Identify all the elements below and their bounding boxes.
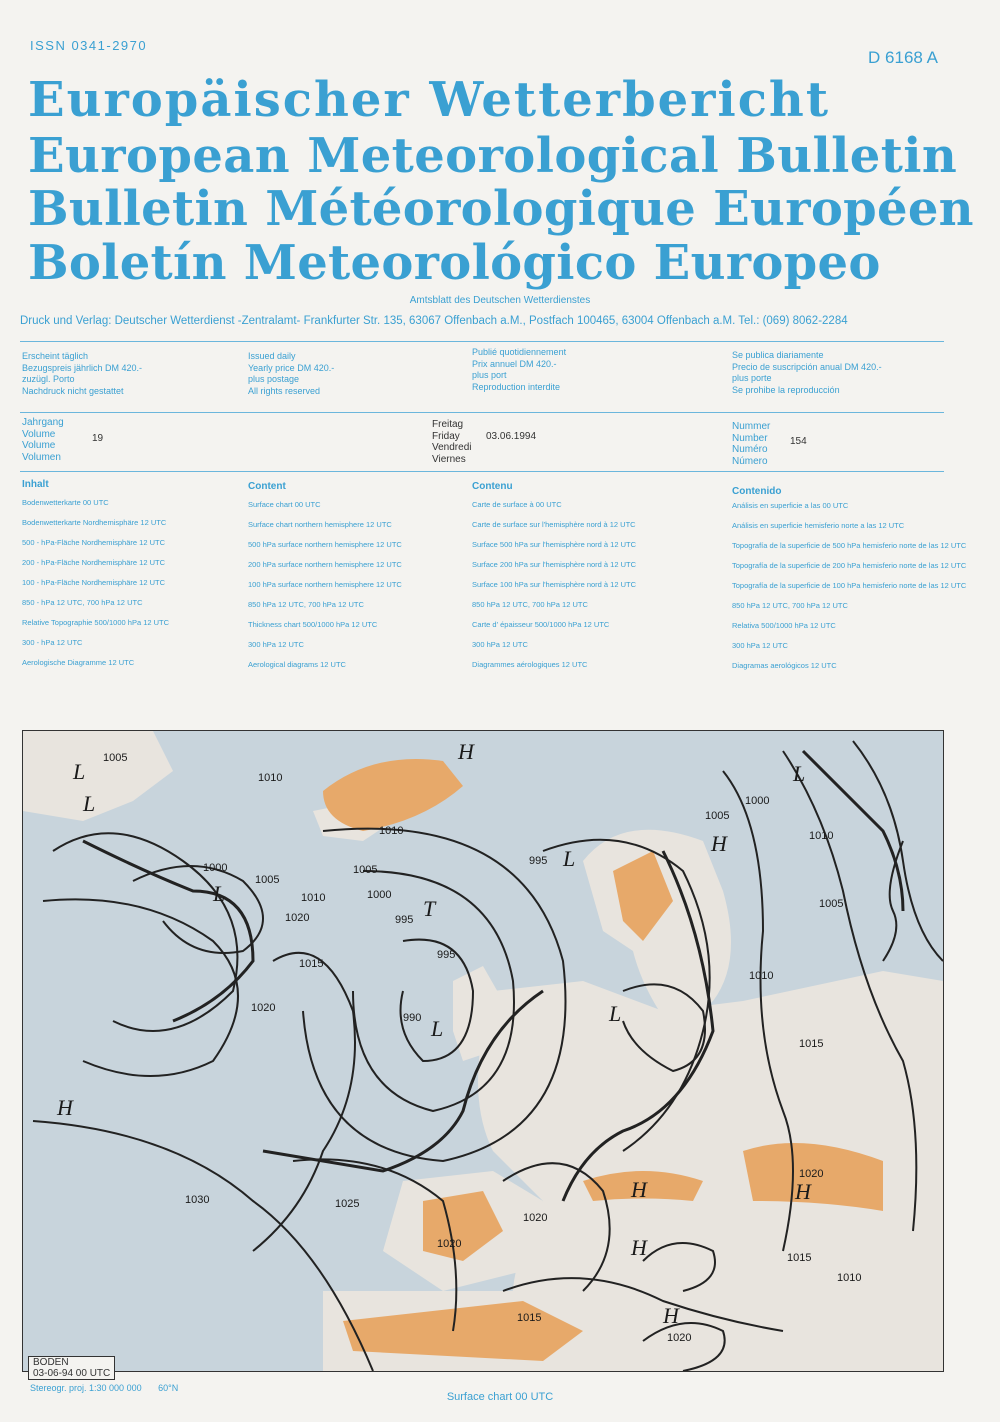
contents-heading: Contenu xyxy=(472,481,513,492)
isobar-label: 1005 xyxy=(255,874,280,886)
contents-heading: Contenido xyxy=(732,486,782,497)
isobar-label: 1020 xyxy=(667,1332,692,1344)
high-center: H xyxy=(631,1235,647,1260)
high-center: H xyxy=(795,1179,811,1204)
contents-french xyxy=(472,481,636,680)
contents-english xyxy=(248,481,402,680)
info-line: plus postage xyxy=(248,374,300,384)
title-german: Europäischer Wetterbericht xyxy=(28,72,830,128)
contents-item: 850 hPa 12 UTC, 700 hPa 12 UTC xyxy=(732,601,848,610)
isobar-label: 1015 xyxy=(787,1252,812,1264)
isobar-label: 1020 xyxy=(285,912,310,924)
map-stamp xyxy=(28,1356,115,1380)
surface-weather-map xyxy=(22,730,944,1372)
isobar-label: 1020 xyxy=(799,1168,824,1180)
high-center: H xyxy=(458,739,474,764)
issn-number: ISSN 0341-2970 xyxy=(30,38,148,53)
divider xyxy=(20,412,944,413)
info-line: Nachdruck nicht gestattet xyxy=(22,385,124,396)
volume-label: Volume xyxy=(22,428,56,440)
volume-label: Volume xyxy=(22,440,56,451)
isobar-label: 1000 xyxy=(745,795,770,807)
number-label: Número xyxy=(732,455,768,467)
contents-item: Surface 100 hPa sur l'hemisphère nord à 12 UTC xyxy=(472,580,637,589)
isobar-label: 1000 xyxy=(367,889,392,901)
isobar-label: 1005 xyxy=(705,810,730,822)
contents-item: 100 hPa surface northern hemisphere 12 UTC xyxy=(248,580,402,589)
info-line: Issued daily xyxy=(248,351,296,361)
contents-item: Diagramas aerológicos 12 UTC xyxy=(732,661,837,670)
day-label: Friday xyxy=(432,430,460,442)
contents-heading: Content xyxy=(248,481,286,492)
isobar-label: 1005 xyxy=(103,752,128,764)
contents-item: Aerologische Diagramme 12 UTC xyxy=(22,658,135,667)
contents-item: 300 hPa 12 UTC xyxy=(472,640,528,649)
high-center: H xyxy=(57,1095,73,1120)
divider xyxy=(20,341,944,342)
isobar-label: 1010 xyxy=(837,1272,862,1284)
contents-item: 300 hPa 12 UTC xyxy=(732,641,788,650)
number-label: Numéro xyxy=(732,444,768,455)
contents-german xyxy=(22,479,169,678)
isobar-label: 995 xyxy=(529,855,548,867)
contents-item: Carte de surface sur l'hemisphère nord à 12 UTC xyxy=(472,520,636,529)
low-center: L xyxy=(563,846,576,871)
volume-label: Jahrgang xyxy=(22,417,64,428)
contents-item: Surface 200 hPa sur l'hemisphère nord à 12 UTC xyxy=(472,560,637,569)
contents-item: Carte d' épaisseur 500/1000 hPa 12 UTC xyxy=(472,620,610,629)
info-line: Yearly price DM 420.- xyxy=(248,362,335,373)
isobar-label: 1020 xyxy=(437,1238,462,1250)
isobar-label: 1015 xyxy=(517,1312,542,1324)
isobar-label: 1015 xyxy=(299,958,324,970)
info-line: Prix annuel DM 420.- xyxy=(472,358,557,369)
isobar-label: 1005 xyxy=(353,864,378,876)
info-french xyxy=(472,347,566,393)
isobar-label: 1010 xyxy=(749,970,774,982)
contents-item: Surface chart northern hemisphere 12 UTC xyxy=(248,520,392,529)
info-spanish xyxy=(732,350,882,396)
contents-item: 500 - hPa-Fläche Nordhemisphäre 12 UTC xyxy=(22,538,165,547)
day-label: Freitag xyxy=(432,419,464,430)
isobar-label: 1010 xyxy=(301,892,326,904)
contents-item: Bodenwetterkarte Nordhemisphäre 12 UTC xyxy=(22,518,167,527)
volume-label: Volumen xyxy=(22,451,61,463)
contents-item: 100 - hPa-Fläche Nordhemisphäre 12 UTC xyxy=(22,578,165,587)
info-line: plus port xyxy=(472,370,507,380)
isobar-label: 1020 xyxy=(251,1002,276,1014)
isobar-label: 990 xyxy=(403,1012,422,1024)
contents-item: Aerological diagrams 12 UTC xyxy=(248,660,346,669)
info-line: zuzügl. Porto xyxy=(22,374,75,384)
subtitle: Amtsblatt des Deutschen Wetterdienstes xyxy=(409,295,591,306)
volume-labels xyxy=(22,417,64,463)
info-english xyxy=(248,351,334,397)
contents-heading: Inhalt xyxy=(22,479,49,490)
low-center: L xyxy=(83,791,96,816)
contents-item: 850 hPa 12 UTC, 700 hPa 12 UTC xyxy=(248,600,364,609)
contents-item: Surface 500 hPa sur l'hemisphère nord à 12 UTC xyxy=(472,540,637,549)
info-german xyxy=(22,351,142,397)
contents-spanish xyxy=(732,486,966,681)
contents-item: Surface chart 00 UTC xyxy=(248,500,321,509)
low-center: L xyxy=(213,881,226,906)
info-line: Reproduction interdite xyxy=(472,381,561,392)
info-line: Precio de suscripción anual DM 420.- xyxy=(732,361,882,372)
day-label: Viernes xyxy=(432,453,466,465)
contents-item: Análisis en superficie hemisferio norte a las 12 UTC xyxy=(732,521,905,530)
low-center: L xyxy=(609,1001,622,1026)
projection-latitude: 60°N xyxy=(158,1383,179,1393)
contents-item: 300 hPa 12 UTC xyxy=(248,640,304,649)
high-center: H xyxy=(663,1303,679,1328)
contents-item: Topografía de la superficie de 200 hPa hemisferio norte de las 12 UTC xyxy=(732,561,967,570)
contents-item: 200 - hPa-Fläche Nordhemisphäre 12 UTC xyxy=(22,558,165,567)
issue-date: 03.06.1994 xyxy=(486,431,537,442)
stamp-line: BODEN xyxy=(33,1357,69,1368)
number-label: Nummer xyxy=(732,421,771,432)
day-label: Vendredi xyxy=(432,442,472,453)
contents-item: Topografía de la superficie de 100 hPa hemisferio norte de las 12 UTC xyxy=(732,581,967,590)
publisher-line: Druck und Verlag: Deutscher Wetterdienst -Zentralamt- Frankfurter Str. 135, 63067 Offenbach a.M., Postfach 100465, 63004 Offenbach a.M. Tel.: (069) 8062-2284 xyxy=(20,315,848,327)
info-line: Bezugspreis jährlich DM 420.- xyxy=(22,362,143,373)
volume-value: 19 xyxy=(92,433,104,444)
isobar-label: 1010 xyxy=(379,825,404,837)
title-spanish: Boletín Meteorológico Europeo xyxy=(28,235,881,291)
projection-scale: Stereogr. proj. 1:30 000 000 xyxy=(30,1383,142,1393)
number-labels xyxy=(732,421,770,467)
info-line: Publié quotidiennement xyxy=(472,347,567,357)
isobar-label: 1030 xyxy=(185,1194,210,1206)
isobar-label: 1015 xyxy=(799,1038,824,1050)
contents-item: Diagrammes aérologiques 12 UTC xyxy=(472,660,588,669)
stamp-line: 03-06-94 00 UTC xyxy=(33,1368,111,1379)
contents-item: 200 hPa surface northern hemisphere 12 UTC xyxy=(248,560,402,569)
contents-item: 300 - hPa 12 UTC xyxy=(22,638,83,647)
publication-code: D 6168 A xyxy=(868,48,938,67)
isobar-label: 1020 xyxy=(523,1212,548,1224)
info-line: Se prohibe la reproducción xyxy=(732,384,840,395)
contents-item: 500 hPa surface northern hemisphere 12 UTC xyxy=(248,540,402,549)
isobar-label: 1025 xyxy=(335,1198,360,1210)
contents-list xyxy=(248,500,402,680)
contents-list xyxy=(732,501,966,681)
title-english: European Meteorological Bulletin xyxy=(28,128,958,184)
low-center: L xyxy=(73,759,86,784)
contents-list xyxy=(472,500,636,680)
contents-item: Carte de surface à 00 UTC xyxy=(472,500,562,509)
info-line: Se publica diariamente xyxy=(732,350,824,360)
contents-item: 850 - hPa 12 UTC, 700 hPa 12 UTC xyxy=(22,598,143,607)
divider xyxy=(20,471,944,472)
info-line: Erscheint täglich xyxy=(22,351,89,361)
info-line: All rights reserved xyxy=(248,385,321,396)
high-center: H xyxy=(631,1177,647,1202)
contents-item: Relative Topographie 500/1000 hPa 12 UTC xyxy=(22,618,170,627)
contents-item: Topografía de la superficie de 500 hPa hemisferio norte de las 12 UTC xyxy=(732,541,967,550)
isobar-label: 1010 xyxy=(809,830,834,842)
contents-item: Análisis en superficie a las 00 UTC xyxy=(732,501,849,510)
title-french: Bulletin Météorologique Européen xyxy=(28,181,974,237)
isobar-label: 1010 xyxy=(258,772,283,784)
trough-center: T xyxy=(423,896,436,921)
number-label: Number xyxy=(732,432,768,444)
isobar-label: 995 xyxy=(395,914,414,926)
day-labels xyxy=(432,419,471,465)
issue-number: 154 xyxy=(790,436,807,447)
contents-item: 850 hPa 12 UTC, 700 hPa 12 UTC xyxy=(472,600,588,609)
info-line: plus porte xyxy=(732,373,772,383)
contents-item: Thickness chart 500/1000 hPa 12 UTC xyxy=(248,620,378,629)
contents-item: Relativa 500/1000 hPa 12 UTC xyxy=(732,621,836,630)
contents-item: Bodenwetterkarte 00 UTC xyxy=(22,498,109,507)
isobar-label: 1005 xyxy=(819,898,844,910)
contents-list xyxy=(22,498,169,678)
low-center: L xyxy=(431,1016,444,1041)
high-center: H xyxy=(711,831,727,856)
isobar-label: 1000 xyxy=(203,862,228,874)
map-caption: Surface chart 00 UTC xyxy=(446,1391,554,1403)
map-drawing xyxy=(23,731,943,1371)
isobar-label: 995 xyxy=(437,949,456,961)
low-center: L xyxy=(793,761,806,786)
